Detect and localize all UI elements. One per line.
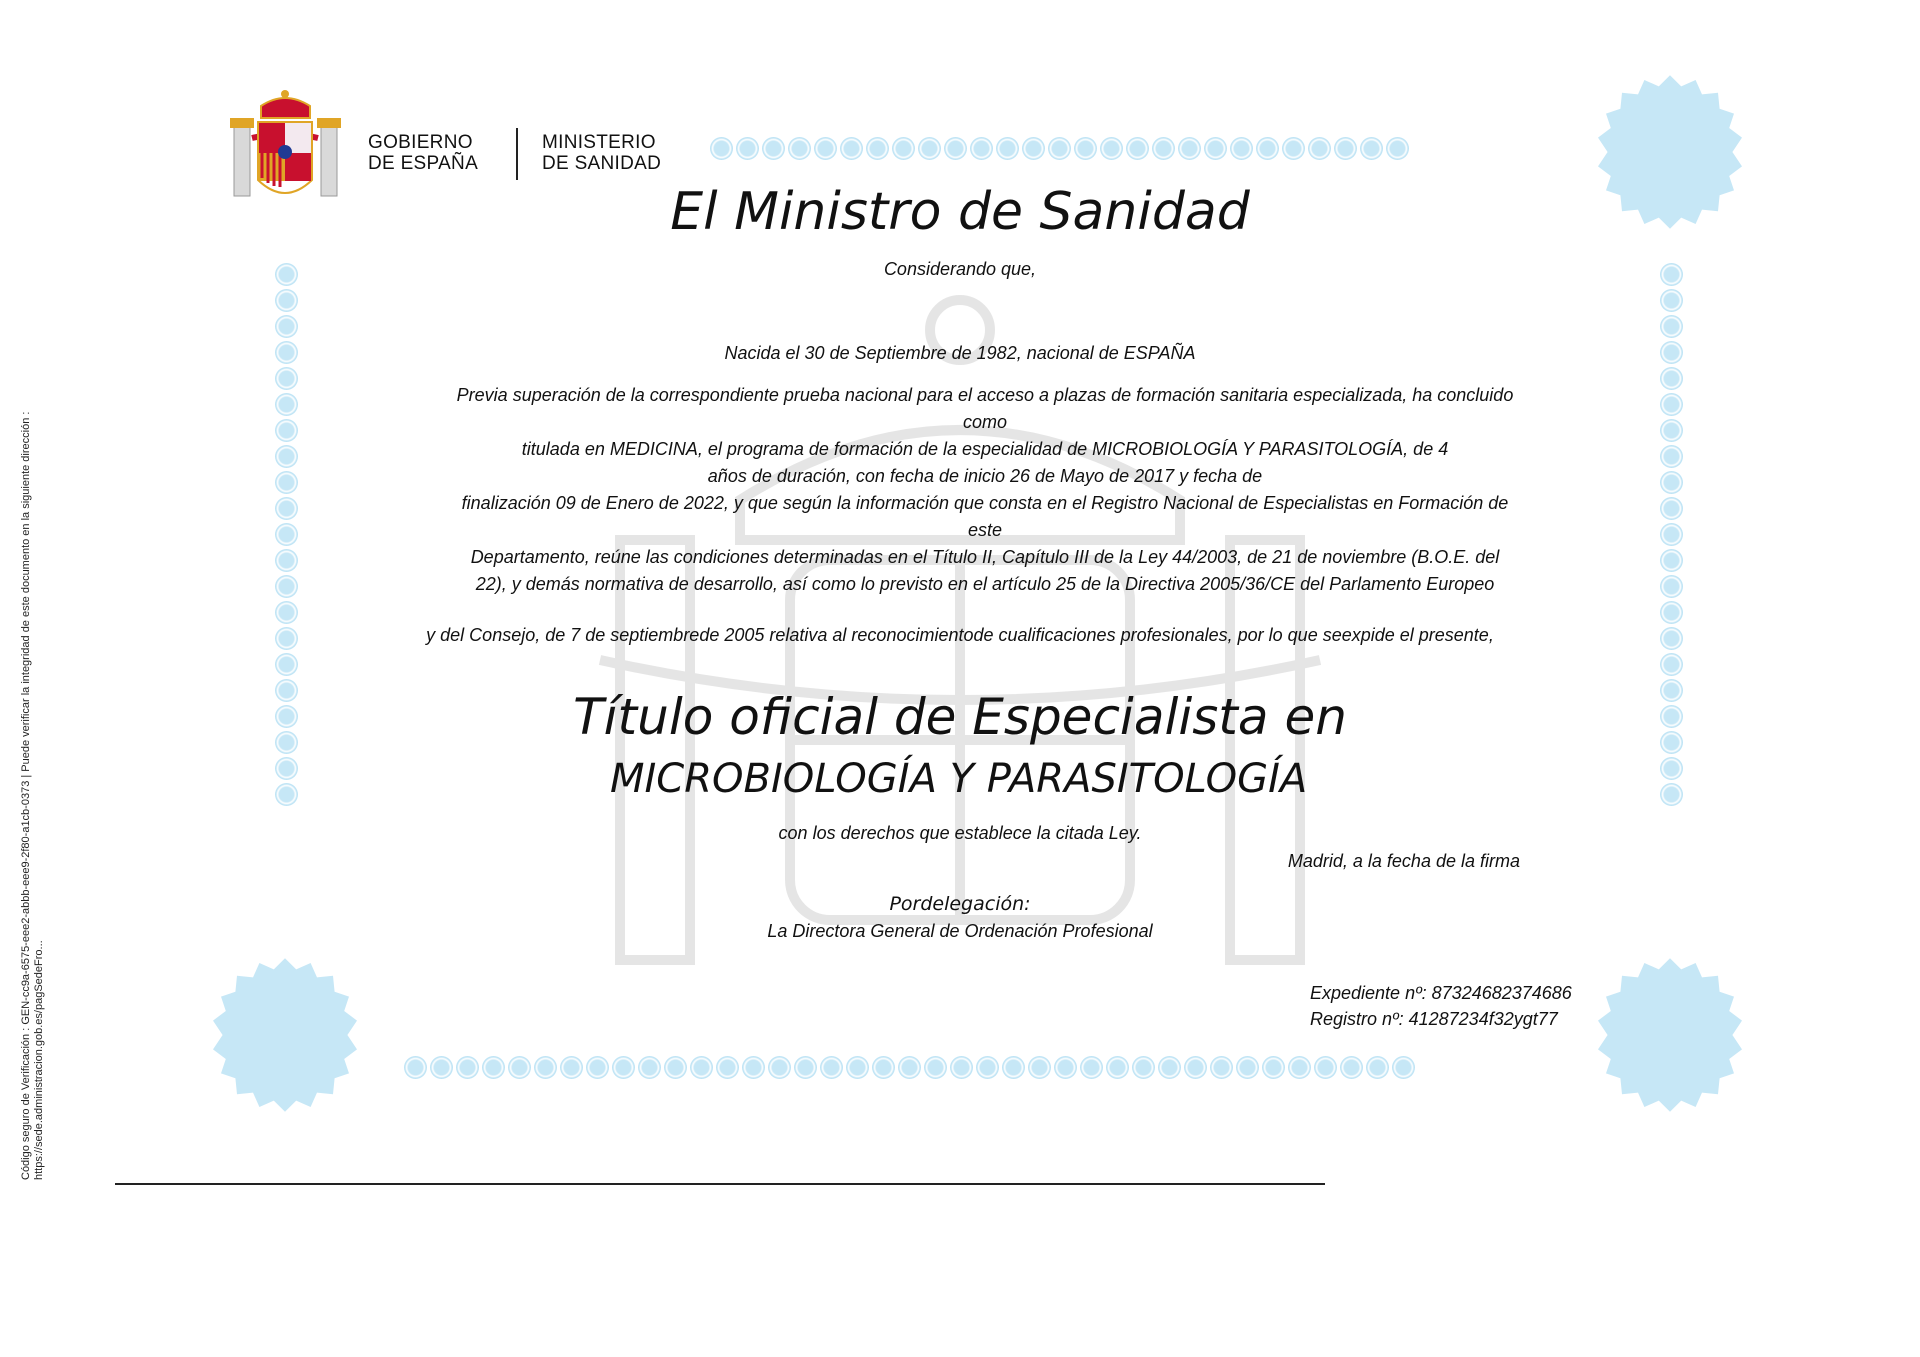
border-dot <box>275 367 298 390</box>
border-dot <box>944 137 967 160</box>
border-dot <box>1236 1056 1259 1079</box>
verification-line1: Código seguro de Verificación : GEN-cc9a-6575-eee2-abbb-eee9-2f80-a1cb-0373 | Puede verificar la integridad de este documento en la siguiente dirección : <box>20 411 32 1180</box>
border-dot <box>275 757 298 780</box>
border-dot <box>1184 1056 1207 1079</box>
border-dot <box>1392 1056 1415 1079</box>
especialidad-name: MICROBIOLOGÍA Y PARASITOLOGÍA <box>610 756 1308 802</box>
border-dot <box>1660 601 1683 624</box>
seal-bottom-right <box>1590 955 1750 1115</box>
border-dot <box>716 1056 739 1079</box>
border-dot <box>898 1056 921 1079</box>
gobierno-line2: DE ESPAÑA <box>368 153 479 174</box>
border-dot <box>1126 137 1149 160</box>
border-dot <box>840 137 863 160</box>
border-dot <box>1158 1056 1181 1079</box>
border-dot <box>846 1056 869 1079</box>
paragraph-line: Previa superación de la correspondiente prueba nacional para el acceso a plazas de formación sanitaria especializada, ha concluido como <box>456 385 1514 432</box>
border-dot <box>275 783 298 806</box>
border-dot <box>1080 1056 1103 1079</box>
seal-bottom-left <box>205 955 365 1115</box>
document-title: El Ministro de Sanidad <box>670 182 1250 242</box>
border-dot <box>1660 393 1683 416</box>
border-dot <box>996 137 1019 160</box>
border-dot <box>1660 315 1683 338</box>
border-dot <box>1386 137 1409 160</box>
paragraph-line: 22), y demás normativa de desarrollo, así como lo previsto en el artículo 25 de la Directiva 2005/36/CE del Parlamento Europeo <box>475 574 1495 594</box>
border-dot <box>664 1056 687 1079</box>
border-dot <box>1002 1056 1025 1079</box>
border-dot <box>275 601 298 624</box>
border-dot <box>275 289 298 312</box>
border-dot <box>1074 137 1097 160</box>
border-dot <box>736 137 759 160</box>
border-dot <box>275 575 298 598</box>
nacida-text: Nacida el 30 de Septiembre de 1982, nacional de ESPAÑA <box>724 343 1196 363</box>
border-dot <box>560 1056 583 1079</box>
border-dot <box>612 1056 635 1079</box>
border-dot <box>1334 137 1357 160</box>
ministerio-line1: MINISTERIO <box>542 132 656 153</box>
border-dot <box>1054 1056 1077 1079</box>
titulo-oficial: Título oficial de Especialista en <box>573 688 1347 746</box>
border-dot <box>1106 1056 1129 1079</box>
border-dot <box>1100 137 1123 160</box>
border-dot <box>762 137 785 160</box>
paragraph-line: años de duración, con fecha de inicio 26 de Mayo de 2017 y fecha de <box>707 466 1263 486</box>
border-dots-top <box>710 137 1409 160</box>
border-dots-bottom <box>404 1056 1415 1079</box>
gobierno-line1: GOBIERNO <box>368 132 473 153</box>
border-dot <box>970 137 993 160</box>
border-dot <box>1660 653 1683 676</box>
border-dot <box>794 1056 817 1079</box>
firmante: La Directora General de Ordenación Profesional <box>767 921 1153 941</box>
border-dot <box>768 1056 791 1079</box>
verification-text <box>20 412 46 1180</box>
consejo-text: y del Consejo, de 7 de septiembrede 2005 relativa al reconocimientode cualificaciones profesionales, por lo que seexpide el presente, <box>426 625 1494 645</box>
border-dot <box>1660 523 1683 546</box>
border-dot <box>1282 137 1305 160</box>
ministerio-line2: DE SANIDAD <box>542 153 662 174</box>
border-dot <box>275 393 298 416</box>
border-dot <box>1340 1056 1363 1079</box>
border-dot <box>275 497 298 520</box>
border-dot <box>1660 367 1683 390</box>
border-dot <box>1660 757 1683 780</box>
border-dot <box>534 1056 557 1079</box>
header-divider <box>516 128 518 180</box>
border-dot <box>275 445 298 468</box>
considerando-text: Considerando que, <box>883 259 1037 279</box>
verification-line2: https://sede.administracion.gob.es/pagSedeFro... <box>33 940 45 1180</box>
border-dot <box>1230 137 1253 160</box>
border-dot <box>1288 1056 1311 1079</box>
border-dot <box>1256 137 1279 160</box>
border-dot <box>788 137 811 160</box>
bottom-divider <box>115 1183 1325 1185</box>
border-dot <box>1360 137 1383 160</box>
border-dot <box>404 1056 427 1079</box>
border-dot <box>866 137 889 160</box>
border-dot <box>638 1056 661 1079</box>
paragraph-line: Departamento, reúne las condiciones determinadas en el Título II, Capítulo III de la Ley 44/2003, de 21 de noviembre (B.O.E. del <box>470 547 1500 567</box>
border-dot <box>918 137 941 160</box>
border-dot <box>1204 137 1227 160</box>
border-dot <box>1132 1056 1155 1079</box>
border-dot <box>1660 783 1683 806</box>
border-dot <box>275 523 298 546</box>
border-dot <box>275 315 298 338</box>
border-dot <box>482 1056 505 1079</box>
border-dot <box>1660 289 1683 312</box>
por-delegacion: Pordelegación: <box>889 893 1031 915</box>
paragraph-line: titulada en MEDICINA, el programa de formación de la especialidad de MICROBIOLOGÍA Y PARASITOLOGÍA, de 4 <box>521 439 1449 459</box>
border-dot <box>275 549 298 572</box>
border-dot <box>924 1056 947 1079</box>
border-dot <box>872 1056 895 1079</box>
border-dot <box>430 1056 453 1079</box>
border-dot <box>1314 1056 1337 1079</box>
border-dot <box>1366 1056 1389 1079</box>
border-dot <box>1028 1056 1051 1079</box>
paragraph-line: finalización 09 de Enero de 2022, y que según la información que consta en el Registro Nacional de Especialistas en Formación de este <box>461 493 1509 540</box>
border-dot <box>456 1056 479 1079</box>
border-dot <box>275 471 298 494</box>
lugar-fecha: Madrid, a la fecha de la firma <box>1287 851 1520 871</box>
border-dot <box>1152 137 1175 160</box>
border-dot <box>710 137 733 160</box>
border-dot <box>275 419 298 442</box>
expediente-number: Expediente nº: 87324682374686 <box>1310 983 1572 1003</box>
registro-number: Registro nº: 41287234f32ygt77 <box>1310 1009 1558 1029</box>
border-dot <box>892 137 915 160</box>
border-dot <box>1210 1056 1233 1079</box>
border-dot <box>1022 137 1045 160</box>
border-dot <box>275 653 298 676</box>
border-dot <box>1660 549 1683 572</box>
border-dot <box>1660 419 1683 442</box>
border-dot <box>820 1056 843 1079</box>
border-dot <box>1048 137 1071 160</box>
border-dot <box>742 1056 765 1079</box>
main-paragraph <box>455 382 1515 598</box>
border-dot <box>508 1056 531 1079</box>
border-dot <box>814 137 837 160</box>
border-dot <box>976 1056 999 1079</box>
border-dot <box>1308 137 1331 160</box>
border-dot <box>1660 575 1683 598</box>
border-dot <box>1178 137 1201 160</box>
border-dot <box>586 1056 609 1079</box>
border-dot <box>1660 471 1683 494</box>
border-dot <box>950 1056 973 1079</box>
derechos-text: con los derechos que establece la citada Ley. <box>778 823 1142 843</box>
border-dot <box>1262 1056 1285 1079</box>
border-dot <box>690 1056 713 1079</box>
border-dot <box>1660 497 1683 520</box>
border-dot <box>1660 445 1683 468</box>
